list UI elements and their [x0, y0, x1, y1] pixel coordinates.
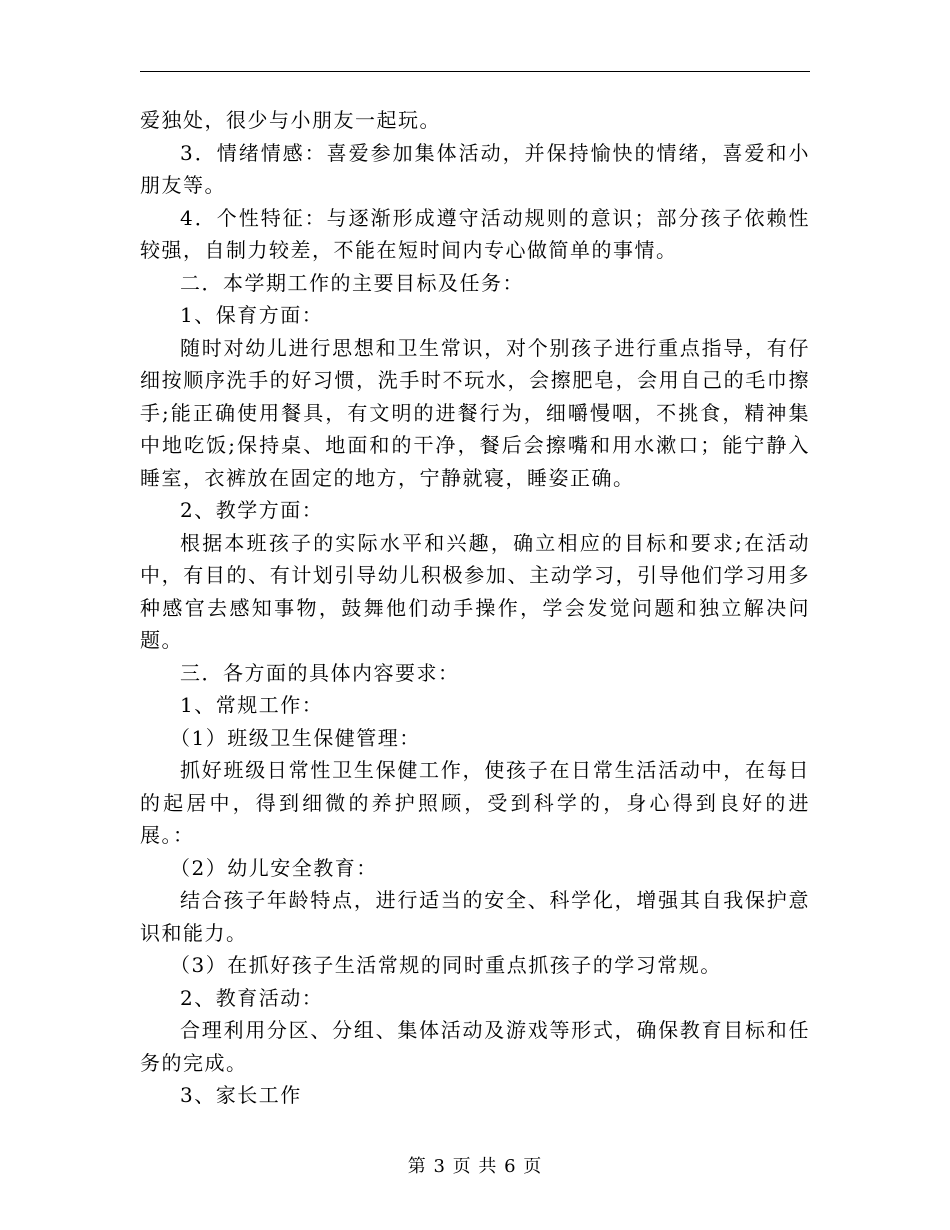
page-number: 第 3 页 共 6 页 — [407, 1156, 543, 1177]
paragraph: 根据本班孩子的实际水平和兴趣，确立相应的目标和要求;在活动中，有目的、有计划引导幼儿积极参加、主动学习，引导他们学习用多种感官去感知事物，鼓舞他们动手操作，学会发觉问题和独立解决问题。 — [140, 530, 810, 652]
paragraph: 4．个性特征：与逐渐形成遵守活动规则的意识；部分孩子依赖性较强，自制力较差，不能在短时间内专心做简单的事情。 — [140, 205, 810, 262]
section-heading: 二．本学期工作的主要目标及任务： — [180, 270, 524, 295]
document-body — [140, 104, 810, 1112]
subsection-heading: 1、保育方面： — [180, 303, 324, 327]
paragraph: 结合孩子年龄特点，进行适当的安全、科学化，增强其自我保护意识和能力。 — [140, 888, 810, 945]
subsection-heading: 2、教学方面： — [180, 498, 324, 522]
page-footer — [0, 1152, 950, 1178]
subsection-heading: 1、常规工作： — [180, 693, 324, 717]
subsection-heading: 3、家长工作 — [180, 1083, 302, 1107]
paragraph: 合理利用分区、分组、集体活动及游戏等形式，确保教育目标和任务的完成。 — [140, 1018, 810, 1075]
item-heading: （2）幼儿安全教育： — [170, 855, 378, 880]
paragraph: 抓好班级日常性卫生保健工作，使孩子在日常生活活动中，在每日的起居中，得到细微的养护照顾，受到科学的，身心得到良好的进展。： — [140, 758, 810, 847]
subsection-heading: 2、教育活动： — [180, 985, 324, 1010]
paragraph: 随时对幼儿进行思想和卫生常识，对个别孩子进行重点指导，有仔细按顺序洗手的好习惯，洗手时不玩水，会擦肥皂，会用自己的毛巾擦手;能正确使用餐具，有文明的进餐行为，细嚼慢咽，不挑食，精神集中地吃饭;保持桌、地面和的干净，餐后会擦嘴和用水漱口；能宁静入睡室，衣裤放在固定的地方，宁静就寝，睡姿正确。 — [140, 335, 810, 490]
section-heading: 三．各方面的具体内容要求： — [180, 660, 460, 685]
item-heading: （3）在抓好孩子生活常规的同时重点抓孩子的学习常规。 — [170, 953, 722, 977]
paragraph: 爱独处，很少与小朋友一起玩。 — [140, 108, 441, 132]
header-rule — [140, 71, 810, 72]
paragraph: 3．情绪情感：喜爱参加集体活动，并保持愉快的情绪，喜爱和小朋友等。 — [140, 140, 810, 197]
item-heading: （1）班级卫生保健管理： — [170, 725, 421, 750]
